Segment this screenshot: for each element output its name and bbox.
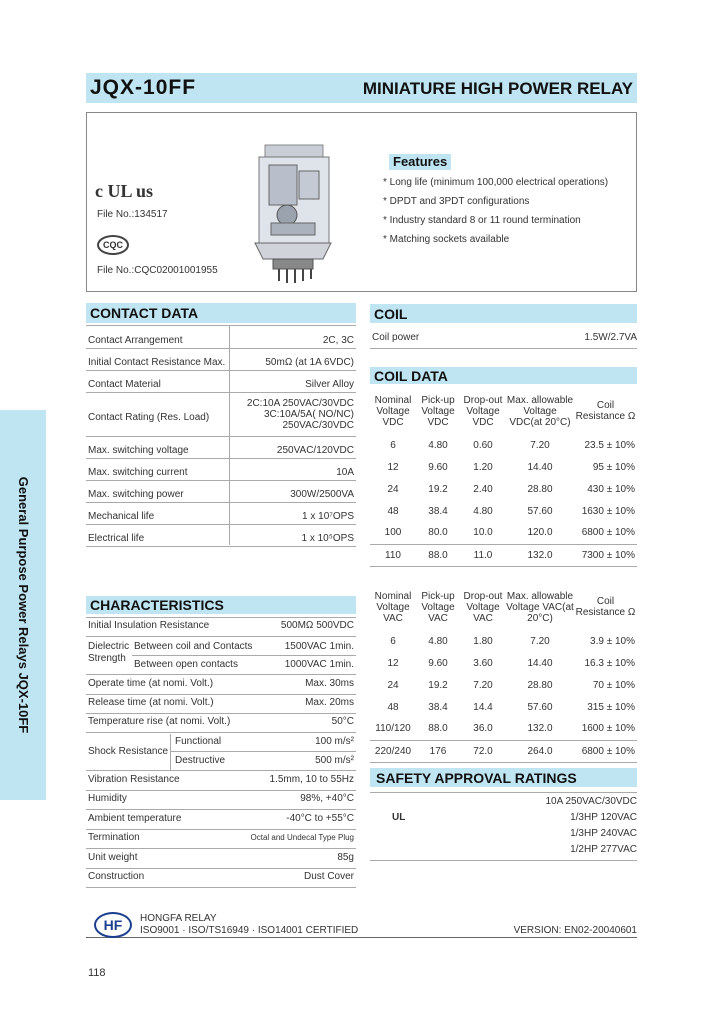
divider [170,751,356,752]
contact-label: Contact Arrangement [88,335,183,346]
coil-cell: 264.0 [527,745,553,757]
divider [86,480,356,481]
coil-cell: 12 [387,657,399,669]
coil-cell: 72.0 [473,745,493,757]
intro-box [86,112,637,292]
coil-cell: 100 [384,527,402,539]
divider [86,502,356,503]
coil-cell: 36.0 [473,723,493,735]
char-label: Vibration Resistance [88,774,180,785]
char-value: -40°C to +55°C [286,812,354,824]
coil-cell: 110/120 [375,723,411,735]
divider [132,655,356,656]
coil-cell: 88.0 [428,549,448,561]
divider [86,887,356,888]
divider [370,860,637,861]
safety-rating: 10A 250VAC/30VDC [545,796,637,807]
contact-value: 1 x 10⁷OPS [302,511,354,522]
coil-row [370,674,637,696]
coil-cell: 88.0 [428,723,448,735]
coil-cell: 315 ± 10% [587,701,635,713]
ul-file-number: File No.:134517 [97,209,168,220]
coil-row [370,630,637,652]
divider [86,458,356,459]
contact-value: 50mΩ (at 1A 6VDC) [265,357,354,368]
coil-cell: 48 [387,505,399,517]
divider [86,848,356,849]
coil-cell: 132.0 [527,549,553,561]
char-value: 98%, +40°C [300,793,354,805]
coil-cell: 57.60 [527,505,553,517]
feature-item: * DPDT and 3PDT configurations [383,196,530,207]
contact-value: 10A [336,467,354,478]
safety-rating: 1/3HP 120VAC [570,812,637,823]
char-value: 85g [337,851,354,863]
cqc-file-number: File No.:CQC02001001955 [97,265,218,276]
contact-value: 1 x 10⁵OPS [301,533,354,544]
safety-title: SAFETY APPROVAL RATINGS [376,770,577,786]
char-value: 1000VAC 1min. [284,659,354,670]
coil-cell: 70 ± 10% [592,679,635,691]
char-value: Octal and Undecal Type Plug [250,833,354,843]
char-label: Construction [88,871,145,882]
col-header: Nominal Voltage VDC [374,394,412,428]
version: VERSION: EN02-20040601 [513,925,637,936]
char-value: 1500VAC 1min. [284,641,354,652]
divider [86,770,356,771]
coil-cell: 28.80 [527,483,553,495]
contact-label: Electrical life [88,533,145,544]
coil-cell: 7300 ± 10% [581,549,635,561]
coil-cell: 14.4 [473,701,493,713]
coil-row [370,652,637,674]
char-label: Operate time (at nomi. Volt.) [88,678,214,689]
coil-ac-table [370,584,637,763]
coil-cell: 176 [429,745,447,757]
divider [86,829,356,830]
feature-item: * Industry standard 8 or 11 round termination [383,215,581,226]
divider [370,792,637,793]
coil-cell: 430 ± 10% [587,483,635,495]
divider [86,732,356,733]
contact-data-title: CONTACT DATA [90,305,199,321]
coil-row [370,718,637,740]
col-header: Pick-up Voltage VAC [421,590,455,624]
coil-cell: 24 [387,483,399,495]
shock-label: Shock Resistance [88,746,169,757]
contact-value: 2C:10A 250VAC/30VDC 3C:10A/5A( NO/NC) 250VAC/30VDC [246,398,354,431]
char-value: Dust Cover [303,871,354,882]
char-label: Between open contacts [134,659,238,670]
coil-dc-table [370,388,637,567]
coil-row [370,434,637,456]
coil-row [370,696,637,718]
contact-value: 300W/2500VA [290,489,354,500]
char-label: Ambient temperature [88,812,182,824]
relay-image [247,141,339,285]
header-bar [86,73,637,103]
coil-cell: 1.80 [473,635,493,647]
col-header: Pick-up Voltage VDC [421,394,455,428]
coil-row [370,740,637,762]
divider [86,694,356,695]
col-header: Drop-out Voltage VAC [463,590,503,624]
feature-text: Long life (minimum 100,000 electrical operations) [389,177,609,188]
safety-rating: 1/3HP 240VAC [570,828,637,839]
divider [86,809,356,810]
coil-cell: 110 [385,549,401,561]
contact-value: 2C, 3C [322,335,354,346]
divider [86,524,356,525]
char-value: Max. 30ms [305,678,354,689]
feature-item: * Long life (minimum 100,000 electrical operations) [383,177,609,188]
coil-cell: 10.0 [473,527,493,539]
coil-cell: 3.9 ± 10% [590,635,635,647]
contact-label: Mechanical life [88,511,155,522]
feature-text: Industry standard 8 or 11 round termination [389,215,581,226]
coil-cell: 24 [387,679,399,691]
divider [86,370,356,371]
certifications: ISO9001 · ISO/TS16949 · ISO14001 CERTIFIED [140,925,359,936]
contact-label: Max. switching power [88,489,184,500]
coil-row [370,522,637,544]
coil-cell: 4.80 [428,439,448,451]
char-value: 100 m/s² [315,736,354,747]
col-header: Max. allowable Voltage VDC(at 20°C) [506,394,574,428]
coil-cell: 48 [387,701,399,713]
char-value: 500MΩ 500VDC [280,620,354,631]
coil-cell: 220/240 [374,745,412,757]
coil-cell: 7.20 [530,439,550,451]
coil-cell: 4.80 [428,635,448,647]
coil-row [370,500,637,522]
coil-cell: 14.40 [527,657,553,669]
char-label: Between coil and Contacts [134,641,253,652]
coil-power-value: 1.5W/2.7VA [584,332,637,343]
feature-item: * Matching sockets available [383,234,510,245]
char-value: Max. 20ms [305,697,354,708]
coil-cell: 23.5 ± 10% [584,439,635,451]
coil-cell: 16.3 ± 10% [584,657,635,669]
divider [86,617,356,618]
char-label: Humidity [88,793,127,805]
characteristics-header [86,596,356,614]
coil-cell: 19.2 [428,679,448,691]
coil-cell: 1.20 [473,461,493,473]
coil-title: COIL [374,306,408,322]
features-title: Features [389,154,451,170]
divider [86,790,356,791]
char-label: Temperature rise (at nomi. Volt.) [88,716,231,727]
coil-cell: 28.80 [527,679,553,691]
col-header: Max. allowable Voltage VAC(at 20°C) [506,590,574,624]
divider [86,436,356,437]
contact-label: Initial Contact Resistance Max. [88,357,226,368]
contact-label: Max. switching current [88,467,188,478]
char-label: Termination [88,832,140,844]
contact-data-header [86,303,356,323]
coil-data-title: COIL DATA [374,368,448,384]
coil-cell: 6800 ± 10% [581,745,635,757]
char-label: Initial Insulation Resistance [88,620,210,631]
contact-label: Contact Material [88,379,161,390]
divider [170,734,171,770]
page-title: MINIATURE HIGH POWER RELAY [362,79,633,98]
col-header: Coil Resistance Ω [575,596,636,618]
divider [86,868,356,869]
coil-cell: 7.20 [473,679,493,691]
divider [86,392,356,393]
contact-label: Max. switching voltage [88,445,189,456]
coil-cell: 6800 ± 10% [581,527,635,539]
divider [86,713,356,714]
contact-label: Contact Rating (Res. Load) [88,412,210,423]
contact-divider [229,325,230,545]
coil-cell: 80.0 [428,527,448,539]
divider [86,546,356,547]
char-label: Functional [175,736,222,747]
divider [86,325,356,326]
coil-data-header [370,367,637,384]
coil-row [370,456,637,478]
char-label: Release time (at nomi. Volt.) [88,697,214,708]
col-header: Coil Resistance Ω [575,400,636,422]
safety-header [370,768,637,787]
dielectric-label: Dielectric Strength [88,641,130,664]
coil-cell: 9.60 [428,461,448,473]
char-label: Destructive [175,755,226,766]
coil-cell: 9.60 [428,657,448,669]
model-title: JQX-10FF [90,76,197,99]
char-label: Unit weight [88,851,138,863]
coil-cell: 38.4 [428,701,448,713]
ul-mark: c UL us [95,181,154,201]
coil-cell: 6 [390,635,396,647]
coil-cell: 2.40 [473,483,493,495]
coil-cell: 19.2 [428,483,448,495]
coil-cell: 0.60 [473,439,493,451]
hongfa-logo: HF [94,912,132,938]
char-value: 50°C [331,716,354,727]
coil-cell: 4.80 [473,505,493,517]
coil-power-label: Coil power [372,332,420,343]
coil-cell: 132.0 [527,723,553,735]
safety-rating: 1/2HP 277VAC [570,844,637,855]
divider [86,348,356,349]
characteristics-title: CHARACTERISTICS [90,597,224,613]
coil-cell: 57.60 [527,701,553,713]
divider [86,674,356,675]
coil-cell: 120.0 [527,527,553,539]
coil-cell: 1600 ± 10% [581,723,635,735]
side-tab [0,410,46,800]
contact-value: Silver Alloy [305,379,354,390]
col-header: Drop-out Voltage VDC [463,394,503,428]
coil-cell: 6 [390,439,396,451]
side-tab-text: General Purpose Power Relays JQX-10FF [16,476,31,734]
coil-cell: 11.0 [473,549,493,561]
divider [86,636,356,637]
coil-cell: 38.4 [428,505,448,517]
coil-row [370,544,637,566]
coil-header [370,304,637,323]
coil-cell: 7.20 [530,635,550,647]
cqc-mark: CQC [97,235,129,255]
coil-row [370,478,637,500]
feature-text: DPDT and 3PDT configurations [389,196,530,207]
company-name: HONGFA RELAY [140,913,217,924]
feature-text: Matching sockets available [389,234,510,245]
char-value: 500 m/s² [315,755,354,766]
coil-cell: 12 [387,461,399,473]
coil-cell: 95 ± 10% [592,461,635,473]
coil-cell: 14.40 [527,461,553,473]
contact-value: 250VAC/120VDC [276,445,354,456]
col-header: Nominal Voltage VAC [374,590,412,624]
footer-rule [86,937,637,938]
coil-cell: 3.60 [473,657,493,669]
divider [370,348,637,349]
safety-agency: UL [392,812,406,823]
char-value: 1.5mm, 10 to 55Hz [269,774,354,785]
page-number: 118 [88,967,106,979]
coil-cell: 1630 ± 10% [581,505,635,517]
